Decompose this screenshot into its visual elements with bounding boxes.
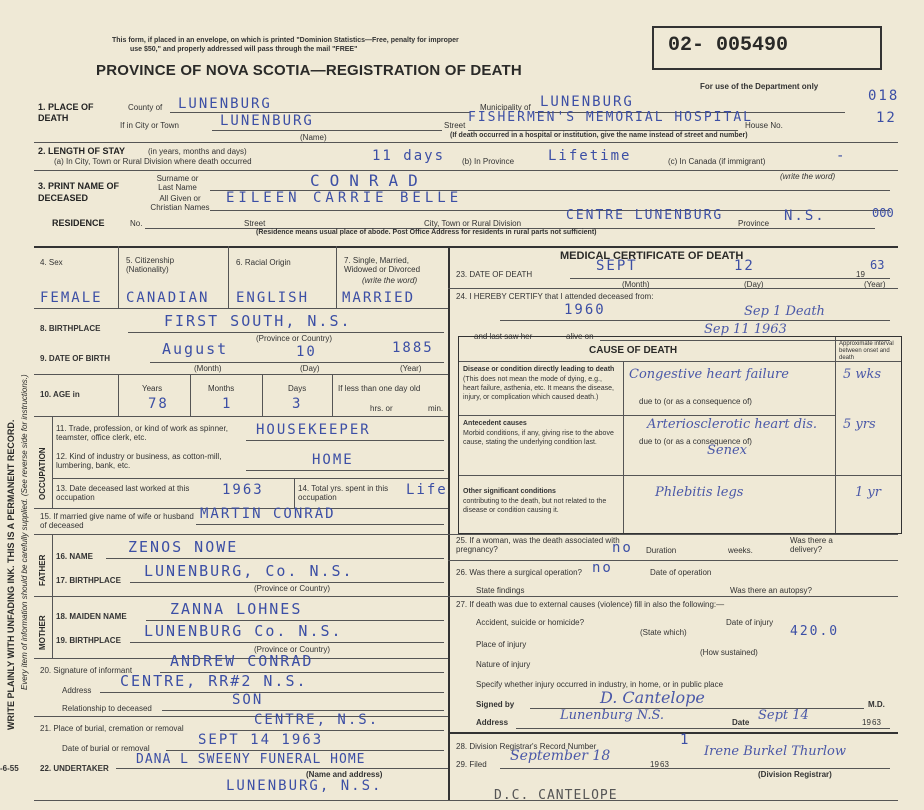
surname-label: Surname or Last Name bbox=[156, 174, 199, 192]
surname-value: CONRAD bbox=[310, 171, 428, 190]
burial-date-label: Date of burial or removal bbox=[62, 744, 150, 753]
sex-value: FEMALE bbox=[40, 290, 103, 306]
delivery-label: Was there a delivery? bbox=[790, 536, 833, 554]
father-birthplace-value: LUNENBURG, Co. N.S. bbox=[144, 562, 354, 580]
other-value: Phlebitis legs bbox=[655, 485, 744, 500]
md-label: M.D. bbox=[868, 700, 885, 709]
undertaker-value: DANA L SWEENY FUNERAL HOME bbox=[136, 752, 366, 767]
medical-code: 420.0 bbox=[790, 624, 840, 639]
state-which: (State which) bbox=[640, 628, 687, 637]
address-value: Lunenburg N.S. bbox=[560, 708, 665, 723]
trade-label: 11. Trade, profession, or kind of work as spinner, teamster, office clerk, etc. bbox=[56, 424, 228, 442]
county-value: LUNENBURG bbox=[178, 96, 272, 112]
min-label: min. bbox=[428, 404, 444, 413]
total-years-value: Life bbox=[406, 482, 448, 498]
death-day-caption: (Day) bbox=[744, 280, 764, 289]
external-label: 27. If death was due to external causes (violence) fill in also the following:— bbox=[456, 600, 725, 609]
months-label: Months bbox=[208, 384, 235, 393]
antecedent-label: Antecedent causes bbox=[463, 420, 527, 427]
father-side-label: FATHER bbox=[38, 554, 47, 586]
relationship-value: SON bbox=[232, 692, 264, 708]
reg-number: 02- 005490 bbox=[668, 34, 789, 57]
death-year: 63 bbox=[870, 258, 885, 272]
dob-day-caption: (Day) bbox=[300, 364, 320, 373]
pregnancy-value: no bbox=[612, 540, 633, 556]
filed-year: 63 bbox=[660, 760, 669, 769]
state-findings-label: State findings bbox=[476, 586, 525, 595]
sex-label: 4. Sex bbox=[40, 258, 63, 267]
disease-note: (This does not mean the mode of dying, e.g., heart failure, asthenia, etc. It means the disease, injury, or complication which caused death.) bbox=[463, 376, 614, 401]
street-label: Street bbox=[444, 121, 466, 130]
cause-of-death-box bbox=[458, 336, 902, 534]
footer-name: D.C. CANTELOPE bbox=[494, 788, 618, 803]
interval-b: 5 yrs bbox=[843, 417, 876, 432]
date-signed-value: Sept 14 bbox=[758, 708, 809, 723]
birthplace-label: 8. BIRTHPLACE bbox=[40, 324, 101, 333]
dob-year-caption: (Year) bbox=[400, 364, 422, 373]
informant-address-label: Address bbox=[62, 686, 92, 695]
how-sustained: (How sustained) bbox=[700, 648, 758, 657]
father-birthplace-label: 17. BIRTHPLACE bbox=[56, 576, 121, 585]
cause-a: Congestive heart failure bbox=[629, 367, 789, 382]
city-stay-value: 11 days bbox=[372, 148, 446, 164]
marital-value: MARRIED bbox=[342, 290, 416, 306]
municipality-value: LUNENBURG bbox=[540, 94, 634, 110]
death-month-caption: (Month) bbox=[622, 280, 650, 289]
dept-code-2: 12 bbox=[876, 110, 897, 126]
last-saw-label: and last saw her bbox=[474, 332, 533, 341]
marital-note: (write the word) bbox=[362, 276, 418, 285]
length-sub: (in years, months and days) bbox=[148, 147, 247, 156]
death-month: SEPT bbox=[596, 258, 638, 274]
medical-title: MEDICAL CERTIFICATE OF DEATH bbox=[560, 250, 744, 262]
house-label: House No. bbox=[745, 121, 783, 130]
certify-from-year: 1960 bbox=[564, 302, 606, 318]
death-century: 19 bbox=[856, 270, 865, 279]
form-title: PROVINCE OF NOVA SCOTIA—REGISTRATION OF DEATH bbox=[96, 62, 522, 79]
nature-label: Nature of injury bbox=[476, 660, 531, 669]
less-day-label: If less than one day old bbox=[338, 384, 421, 393]
dob-month: August bbox=[162, 340, 229, 358]
residence-province-label: Province bbox=[738, 219, 770, 228]
residence-label: RESIDENCE bbox=[52, 218, 105, 228]
cause-title: CAUSE OF DEATH bbox=[589, 345, 678, 356]
undertaker-label: 22. UNDERTAKER bbox=[40, 764, 109, 773]
place-injury-label: Place of injury bbox=[476, 640, 527, 649]
total-years-label: 14. Total yrs. spent in this occupation bbox=[298, 484, 389, 502]
mother-maiden-label: 18. MAIDEN NAME bbox=[56, 612, 127, 621]
filed-value: September 18 bbox=[510, 748, 611, 764]
duration-label: Duration bbox=[646, 546, 677, 555]
mail-notice-2: use $50," and properly addressed will pass through the mail "FREE" bbox=[130, 46, 358, 53]
undertaker-caption: (Name and address) bbox=[306, 770, 383, 779]
burial-place-label: 21. Place of burial, cremation or removal bbox=[40, 724, 184, 733]
street-value: FISHERMEN'S MEMORIAL HOSPITAL bbox=[468, 110, 753, 125]
due-to-2: due to (or as a consequence of) bbox=[639, 437, 752, 446]
mail-notice-1: This form, if placed in an envelope, on which is printed "Dominion Statistics—Free, penalty for improper bbox=[112, 37, 459, 44]
disease-label: Disease or condition directly leading to death bbox=[463, 366, 615, 373]
registrar-caption: (Division Registrar) bbox=[758, 770, 832, 779]
cause-b: Arteriosclerotic heart dis. bbox=[647, 417, 818, 432]
province-stay-label: (b) In Province bbox=[462, 157, 515, 166]
antecedent-note: Morbid conditions, if any, giving rise to the above cause, stating the underlying condition last. bbox=[463, 430, 614, 446]
autopsy-label: Was there an autopsy? bbox=[730, 586, 812, 595]
accident-label: Accident, suicide or homicide? bbox=[476, 618, 585, 627]
due-to-1: due to (or as a consequence of) bbox=[639, 397, 752, 406]
age-years: 78 bbox=[148, 396, 169, 412]
mother-birthplace-label: 19. BIRTHPLACE bbox=[56, 636, 121, 645]
years-label: Years bbox=[142, 384, 163, 393]
industry-label: 12. Kind of industry or business, as cotton-mill, lumbering, bank, etc. bbox=[56, 452, 222, 470]
burial-date-value: SEPT 14 1963 bbox=[198, 732, 324, 748]
certify-label: 24. I HEREBY CERTIFY that I attended deceased from: bbox=[456, 292, 654, 301]
residence-code: 000 bbox=[872, 206, 894, 220]
date-signed-year: 63 bbox=[872, 718, 881, 727]
hrs-label: hrs. or bbox=[370, 404, 393, 413]
age-label: 10. AGE in bbox=[40, 390, 80, 399]
racial-value: ENGLISH bbox=[236, 290, 310, 306]
op-date-label: Date of operation bbox=[650, 568, 712, 577]
province-stay-value: Lifetime bbox=[548, 148, 632, 164]
specify-label: Specify whether injury occurred in industry, in home, or in public place bbox=[476, 680, 724, 689]
days-label: Days bbox=[288, 384, 307, 393]
signed-label: Signed by bbox=[476, 700, 515, 709]
county-label: County of bbox=[128, 103, 163, 112]
form-code: -6-55 bbox=[0, 764, 19, 773]
interval-other: 1 yr bbox=[855, 485, 881, 500]
print-name-label: 3. PRINT NAME OF DECEASED bbox=[38, 181, 120, 203]
father-name-label: 16. NAME bbox=[56, 552, 93, 561]
residence-city-label: City, Town or Rural Division bbox=[424, 219, 522, 228]
certify-to: Sep 1 Death bbox=[744, 304, 825, 319]
relationship-label: Relationship to deceased bbox=[62, 704, 152, 713]
spouse-value: MARTIN CONRAD bbox=[200, 506, 336, 522]
last-worked-value: 1963 bbox=[222, 482, 264, 498]
occupation-side-label: OCCUPATION bbox=[38, 447, 47, 500]
reg-number-box bbox=[652, 26, 882, 70]
record-label: 28. Division Registrar's Record Number bbox=[456, 742, 597, 751]
father-caption: (Province or Country) bbox=[254, 584, 331, 593]
filed-label: 29. Filed bbox=[456, 760, 487, 769]
other-note: contributing to the death, but not related to the disease or condition causing it. bbox=[463, 498, 607, 514]
marital-label: 7. Single, Married, Widowed or Divorced bbox=[344, 256, 421, 274]
father-name-value: ZENOS NOWE bbox=[128, 538, 239, 556]
residence-street-label: Street bbox=[244, 219, 266, 228]
dob-month-caption: (Month) bbox=[194, 364, 222, 373]
filed-century: 19 bbox=[650, 760, 659, 769]
age-months: 1 bbox=[222, 396, 233, 412]
other-label: Other significant conditions bbox=[463, 488, 556, 495]
mother-side-label: MOTHER bbox=[38, 615, 47, 650]
birthplace-caption: (Province or Country) bbox=[256, 334, 333, 343]
trade-value: HOUSEKEEPER bbox=[256, 422, 371, 438]
given-label: All Given or Christian Names bbox=[150, 194, 210, 212]
injury-date-label: Date of injury bbox=[726, 618, 774, 627]
date-signed-century: 19 bbox=[862, 718, 871, 727]
burial-place-value: CENTRE, N.S. bbox=[254, 712, 380, 728]
age-days: 3 bbox=[292, 396, 303, 412]
residence-city-value: CENTRE LUNENBURG bbox=[566, 208, 724, 223]
surgery-label: 26. Was there a surgical operation? bbox=[456, 568, 582, 577]
hospital-note: (If death occurred in a hospital or institution, give the name instead of street and number) bbox=[450, 132, 748, 139]
last-saw-alive: alive on bbox=[566, 332, 594, 341]
record-value: 1 bbox=[680, 732, 691, 748]
residence-note: (Residence means usual place of abode. Post Office Address for residents in rural parts not sufficient) bbox=[256, 229, 597, 236]
death-year-caption: (Year) bbox=[864, 280, 886, 289]
dept-use-label: For use of the Department only bbox=[700, 82, 819, 91]
city-value: LUNENBURG bbox=[220, 113, 314, 129]
length-of-stay-label: 2. LENGTH OF STAY bbox=[38, 146, 126, 156]
weeks-label: weeks. bbox=[728, 546, 753, 555]
interval-a: 5 wks bbox=[843, 367, 882, 382]
citizenship-value: CANADIAN bbox=[126, 290, 210, 306]
mother-maiden-value: ZANNA LOHNES bbox=[170, 600, 303, 618]
informant-label: 20. Signature of informant bbox=[40, 666, 133, 675]
canada-stay-value: - bbox=[836, 148, 847, 164]
residence-province-value: N.S. bbox=[784, 208, 826, 224]
informant-value: ANDREW CONRAD bbox=[170, 652, 314, 670]
address-label: Address bbox=[476, 718, 509, 727]
city-stay-label: (a) In City, Town or Rural Division where death occurred bbox=[54, 157, 252, 166]
side-instruction-1: WRITE PLAINLY WITH UNFADING INK. THIS IS A PERMANENT RECORD. bbox=[6, 419, 16, 730]
dob-year: 1885 bbox=[392, 340, 434, 356]
dept-code-1: 018 bbox=[868, 88, 900, 104]
citizenship-label: 5. Citizenship (Nationality) bbox=[126, 256, 175, 274]
name-caption: (Name) bbox=[300, 133, 327, 142]
death-day: 12 bbox=[734, 258, 755, 274]
dob-day: 10 bbox=[296, 344, 317, 360]
signed-value: D. Cantelope bbox=[600, 688, 705, 707]
place-of-death-label: 1. PLACE OF DEATH bbox=[38, 102, 94, 123]
death-date-label: 23. DATE OF DEATH bbox=[456, 270, 533, 279]
mother-caption: (Province or Country) bbox=[254, 645, 331, 654]
industry-value: HOME bbox=[312, 452, 354, 468]
municipality-label: Municipality of bbox=[480, 103, 531, 112]
given-value: EILEEN CARRIE BELLE bbox=[226, 190, 463, 206]
registrar-signature: Irene Burkel Thurlow bbox=[704, 744, 846, 759]
last-saw-date: Sep 11 1963 bbox=[704, 322, 787, 337]
informant-address-value: CENTRE, RR#2 N.S. bbox=[120, 672, 308, 690]
racial-label: 6. Racial Origin bbox=[236, 258, 291, 267]
residence-no-label: No. bbox=[130, 219, 143, 228]
dob-label: 9. DATE OF BIRTH bbox=[40, 354, 111, 363]
write-word-note: (write the word) bbox=[780, 172, 836, 181]
surgery-value: no bbox=[592, 560, 613, 576]
side-instruction-2: Every item of information should be carefully supplied. (See reverse side for instructions.) bbox=[20, 374, 29, 690]
canada-stay-label: (c) In Canada (if immigrant) bbox=[668, 157, 766, 166]
city-label: If in City or Town bbox=[120, 121, 179, 130]
cause-c: Senex bbox=[707, 443, 747, 458]
birthplace-value: FIRST SOUTH, N.S. bbox=[164, 312, 352, 330]
mother-birthplace-value: LUNENBURG Co. N.S. bbox=[144, 622, 343, 640]
interval-label: Approximate interval between onset and death bbox=[839, 341, 894, 361]
spouse-label: 15. If married give name of wife or husband of deceased bbox=[40, 512, 194, 530]
date-signed-label: Date bbox=[732, 718, 750, 727]
last-worked-label: 13. Date deceased last worked at this occupation bbox=[56, 484, 190, 502]
undertaker-value-2: LUNENBURG, N.S. bbox=[226, 778, 383, 794]
pregnancy-label: 25. If a woman, was the death associated with pregnancy? bbox=[456, 536, 620, 554]
